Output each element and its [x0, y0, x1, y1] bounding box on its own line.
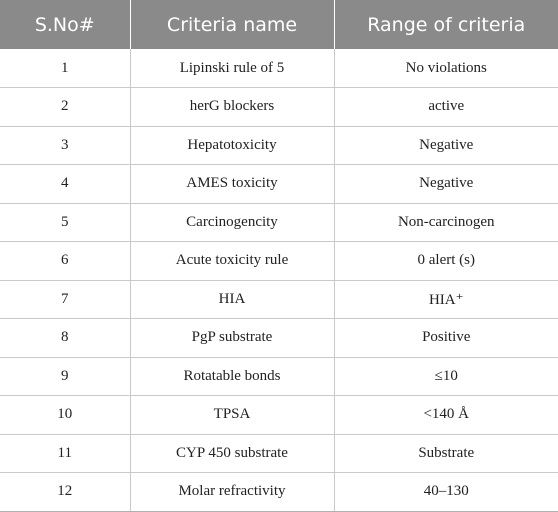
- cell-range: Negative: [334, 165, 558, 204]
- header-sno: S.No#: [34, 13, 95, 36]
- cell-criteria-name: Hepatotoxicity: [130, 126, 334, 165]
- cell-range: Negative: [334, 126, 558, 165]
- cell-sno: 10: [0, 396, 130, 435]
- cell-criteria-name: PgP substrate: [130, 319, 334, 358]
- cell-sno: 8: [0, 319, 130, 358]
- cell-criteria-name: Rotatable bonds: [130, 357, 334, 396]
- cell-sno: 5: [0, 203, 130, 242]
- cell-range: HIA⁺: [334, 280, 558, 319]
- cell-sno: 4: [0, 165, 130, 204]
- table-row: [0, 396, 558, 435]
- table-header: [0, 0, 558, 49]
- cell-sno: 6: [0, 242, 130, 281]
- table-row: [0, 126, 558, 165]
- header-range-of-criteria: Range of criteria: [334, 0, 558, 49]
- cell-sno: 9: [0, 357, 130, 396]
- cell-range: Positive: [334, 319, 558, 358]
- cell-range: 0 alert (s): [334, 242, 558, 281]
- table-row: [0, 49, 558, 88]
- table-row: [0, 88, 558, 127]
- table-row: [0, 473, 558, 512]
- table-row: [0, 319, 558, 358]
- table-row: [0, 242, 558, 281]
- cell-range: 40–130: [334, 473, 558, 512]
- cell-range: Non-carcinogen: [334, 203, 558, 242]
- cell-criteria-name: CYP 450 substrate: [130, 434, 334, 473]
- table-row: [0, 280, 558, 319]
- cell-sno: 7: [0, 280, 130, 319]
- cell-range: No violations: [334, 49, 558, 88]
- cell-criteria-name: Carcinogencity: [130, 203, 334, 242]
- cell-range: Substrate: [334, 434, 558, 473]
- cell-sno: 3: [0, 126, 130, 165]
- cell-sno: 11: [0, 434, 130, 473]
- cell-range: ≤10: [334, 357, 558, 396]
- cell-criteria-name: herG blockers: [130, 88, 334, 127]
- cell-range: <140 Å: [334, 396, 558, 435]
- header-row: [0, 0, 558, 49]
- header-criteria-name: Criteria name: [130, 0, 334, 49]
- table-row: [0, 165, 558, 204]
- table-row: [0, 357, 558, 396]
- cell-criteria-name: TPSA: [130, 396, 334, 435]
- cell-criteria-name: AMES toxicity: [130, 165, 334, 204]
- cell-criteria-name: Lipinski rule of 5: [130, 49, 334, 88]
- cell-criteria-name: HIA: [130, 280, 334, 319]
- cell-sno: 12: [0, 473, 130, 512]
- table-body: [0, 49, 558, 511]
- table-row: [0, 434, 558, 473]
- cell-range: active: [334, 88, 558, 127]
- cell-criteria-name: Molar refractivity: [130, 473, 334, 512]
- cell-sno: 2: [0, 88, 130, 127]
- cell-sno: 1: [0, 49, 130, 88]
- cell-criteria-name: Acute toxicity rule: [130, 242, 334, 281]
- table-row: [0, 203, 558, 242]
